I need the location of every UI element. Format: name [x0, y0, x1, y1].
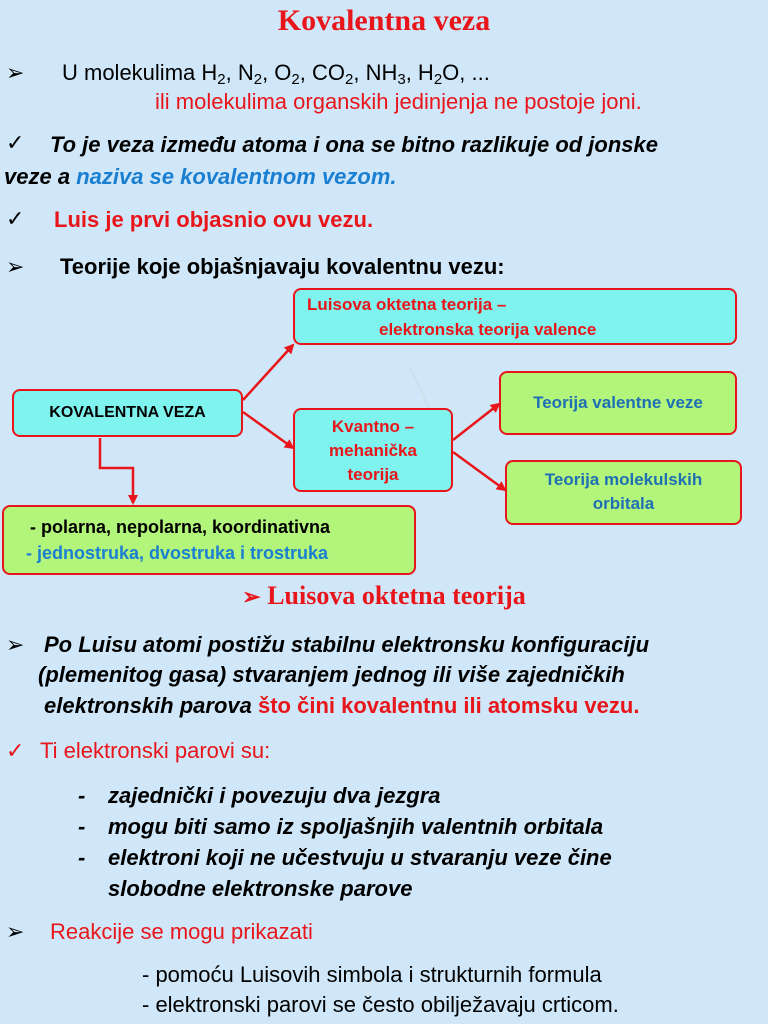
molecular-orbital-box	[505, 460, 742, 525]
pairs-title: Ti elektronski parovi su:	[40, 738, 271, 763]
quantum-line1: Kvantno –	[331, 417, 415, 436]
arrow-to-luis	[243, 345, 293, 400]
pair-item: elektroni koji ne učestvuju u stvaranju veze čine	[108, 845, 612, 870]
luis-para-line3	[44, 693, 639, 719]
molecules-n: , N	[225, 60, 254, 85]
luis-line: Luis je prvi objasnio ovu vezu.	[54, 207, 374, 232]
pair-item: zajednički i povezuju dva jezgra	[108, 783, 441, 808]
sub-h2o: 2	[433, 71, 443, 88]
molecules-nh: , NH	[353, 60, 398, 85]
valence-bond-box: Teorija valentne veze	[499, 371, 737, 435]
sub-o2: 2	[291, 71, 300, 88]
bond-definition-line1: To je veza između atoma i ona se bitno razlikuje od jonske	[50, 132, 658, 157]
molecules-h: , H	[405, 60, 434, 85]
bond-types-box	[2, 505, 416, 575]
quantum-line2: mehanička	[329, 441, 417, 460]
theories-line: Teorije koje objašnjavaju kovalentnu vezu:	[60, 254, 505, 279]
pair-dash: -	[78, 783, 86, 808]
sub-n2: 2	[253, 71, 263, 88]
arrow-bullet-icon: ➢	[6, 632, 25, 657]
molecules-tail: O, ...	[442, 60, 490, 85]
pair-dash: -	[78, 814, 86, 839]
bond-definition-blue: naziva se kovalentnom vezom.	[76, 164, 397, 189]
arrow-to-valent	[453, 404, 499, 440]
luis-theory-box	[293, 288, 737, 345]
pair-dash: -	[78, 845, 86, 870]
luis-para-text: elektronskih parova	[44, 693, 252, 718]
sub-h2: 2	[217, 71, 226, 88]
reaction-item: - pomoću Luisovih simbola i strukturnih formula	[142, 962, 602, 987]
reaction-item: - elektronski parovi se često obilježavaju crticom.	[142, 992, 619, 1017]
pair-item: mogu biti samo iz spoljašnjih valentnih orbitala	[108, 814, 604, 839]
luis-para-line1: Po Luisu atomi postižu stabilnu elektronsku konfiguraciju	[44, 632, 650, 657]
molecules-o: , O	[262, 60, 292, 85]
check-bullet-icon: ✓	[6, 738, 25, 763]
arrow-to-molek	[453, 452, 505, 490]
luis-theory-line2: elektronska teorija valence	[379, 320, 597, 339]
bond-types-line1: - polarna, nepolarna, koordinativna	[30, 517, 331, 537]
molecules-co: , CO	[299, 60, 345, 85]
arrow-bullet-icon: ➢	[6, 254, 25, 279]
arrow-bullet-icon: ➢	[6, 919, 25, 944]
quantum-theory-box	[293, 408, 453, 492]
sub-nh3: 3	[397, 71, 406, 88]
section-title-text: Luisova oktetna teorija	[267, 581, 526, 610]
luis-theory-line1: Luisova oktetna teorija –	[307, 295, 507, 314]
check-bullet-icon: ✓	[6, 130, 25, 155]
check-bullet-icon: ✓	[6, 206, 25, 231]
arrow-to-kvant	[243, 412, 293, 448]
molecular-line1: Teorija molekulskih	[544, 470, 703, 489]
quantum-line3: teorija	[347, 465, 399, 484]
bond-types-line2: - jednostruka, dvostruka i trostruka	[26, 543, 329, 563]
pair-item: slobodne elektronske parove	[108, 876, 413, 901]
page-title: Kovalentna veza	[277, 4, 491, 37]
arrow-to-types	[100, 438, 133, 503]
molecules-text: U molekulima H	[62, 60, 218, 85]
reactions-title: Reakcije se mogu prikazati	[50, 919, 313, 944]
molecular-line2: orbitala	[592, 494, 655, 513]
luis-para-red: što čini kovalentnu ili atomsku vezu	[258, 693, 634, 718]
bond-definition-text: veze a	[4, 164, 71, 189]
section-title	[0, 581, 768, 611]
arrow-bullet-icon: ➢	[242, 584, 261, 609]
sub-co2: 2	[345, 71, 354, 88]
luis-para-line2: (plemenitog gasa) stvaranjem jednog ili više zajedničkih	[38, 662, 625, 687]
organic-note: ili molekulima organskih jedinjenja ne postoje joni.	[155, 89, 642, 114]
arrow-bullet-icon: ➢	[6, 60, 25, 85]
kovalentna-veza-box: KOVALENTNA VEZA	[12, 389, 243, 437]
luis-para-end: .	[633, 693, 640, 718]
